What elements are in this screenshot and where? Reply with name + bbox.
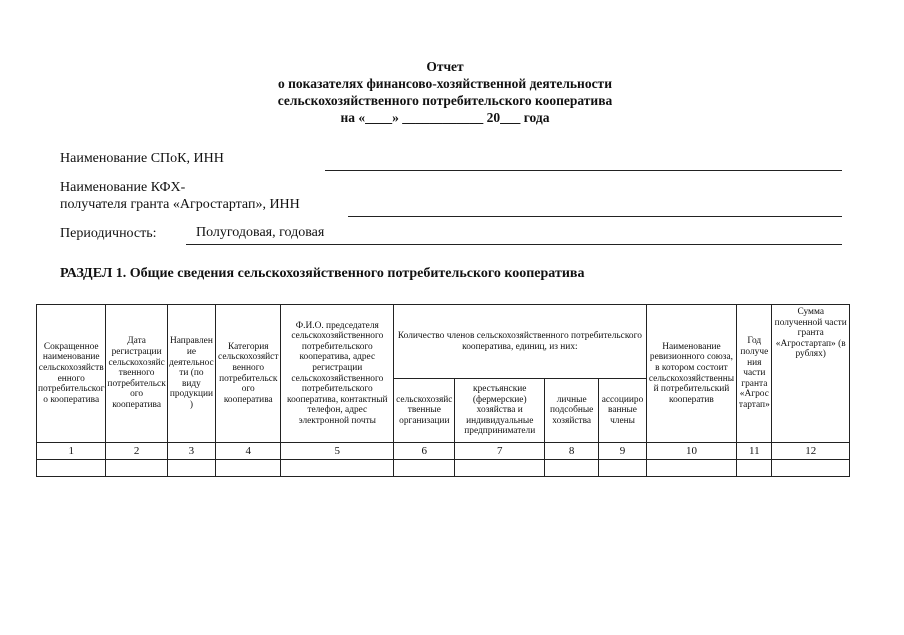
column-number: 10 [646,443,737,460]
table-cell[interactable] [455,460,545,477]
spok-field-line[interactable] [325,170,842,171]
period-field-line [186,244,842,245]
table-cell[interactable] [281,460,394,477]
header-activity-direction: Направление деятельности (по виду продукции) [167,305,215,443]
title-line-1: Отчет [426,59,464,74]
column-number: 6 [394,443,455,460]
table-cell[interactable] [646,460,737,477]
title-line-4: на «____» ____________ 20___ года [340,110,550,125]
header-short-name: Сокращенное наименование сельскохозяйственного потребительского кооператива [37,305,106,443]
header-personal-subsidiary-farms: личные подсобные хозяйства [545,379,599,443]
column-number: 12 [772,443,850,460]
kfh-label-line-1: Наименование КФХ- [60,180,186,195]
column-number: 5 [281,443,394,460]
table-cell[interactable] [216,460,281,477]
period-label: Периодичность: [60,226,157,241]
table-cell[interactable] [737,460,772,477]
header-farm-households: крестьянские (фермерские) хозяйства и индивидуальные предприниматели [455,379,545,443]
title-line-2: о показателях финансово-хозяйственной деятельности [278,76,612,91]
title-line-3: сельскохозяйственного потребительского кооператива [277,93,613,108]
column-number: 7 [455,443,545,460]
column-number: 11 [737,443,772,460]
table-cell[interactable] [37,460,106,477]
table-cell[interactable] [599,460,646,477]
header-agricultural-organizations: сельскохозяйственные организации [394,379,455,443]
kfh-label-line-2: получателя гранта «Агростартап», ИНН [60,197,300,212]
table-cell[interactable] [394,460,455,477]
table-cell[interactable] [167,460,215,477]
header-grant-year: Год получения части гранта «Агростартап» [737,305,772,443]
table-cell[interactable] [545,460,599,477]
spok-label: Наименование СПоК, ИНН [60,151,224,166]
column-number: 3 [167,443,215,460]
period-value: Полугодовая, годовая [196,225,325,240]
cooperative-info-table [36,304,850,477]
header-audit-union: Наименование ревизионного союза, в котором состоит сельскохозяйственный потребительский кооператив [646,305,737,443]
column-number-row [37,443,850,460]
kfh-field-line[interactable] [348,216,842,217]
column-number: 1 [37,443,106,460]
column-number: 4 [216,443,281,460]
header-category: Категория сельскохозяйственного потребительского кооператива [216,305,281,443]
report-title [0,58,890,126]
column-number: 9 [599,443,646,460]
table-row [37,460,850,477]
header-chairman-contacts: Ф.И.О. председателя сельскохозяйственного потребительского кооператива, адрес регистрации сельскохозяйственного потребительского кооператива, контактный телефон, адрес электронной почты [281,305,394,443]
table-cell[interactable] [106,460,167,477]
table-cell[interactable] [772,460,850,477]
header-registration-date: Дата регистрации сельскохозяйственного потребительского кооператива [106,305,167,443]
header-associated-members: ассоциированные члены [599,379,646,443]
header-members-count: Количество членов сельскохозяйственного потребительского кооператива, единиц, из них: [394,305,647,379]
column-number: 8 [545,443,599,460]
column-number: 2 [106,443,167,460]
section-title: РАЗДЕЛ 1. Общие сведения сельскохозяйственного потребительского кооператива [60,266,585,281]
header-grant-amount: Сумма полученной части гранта «Агростартап» (в рублях) [772,305,850,443]
